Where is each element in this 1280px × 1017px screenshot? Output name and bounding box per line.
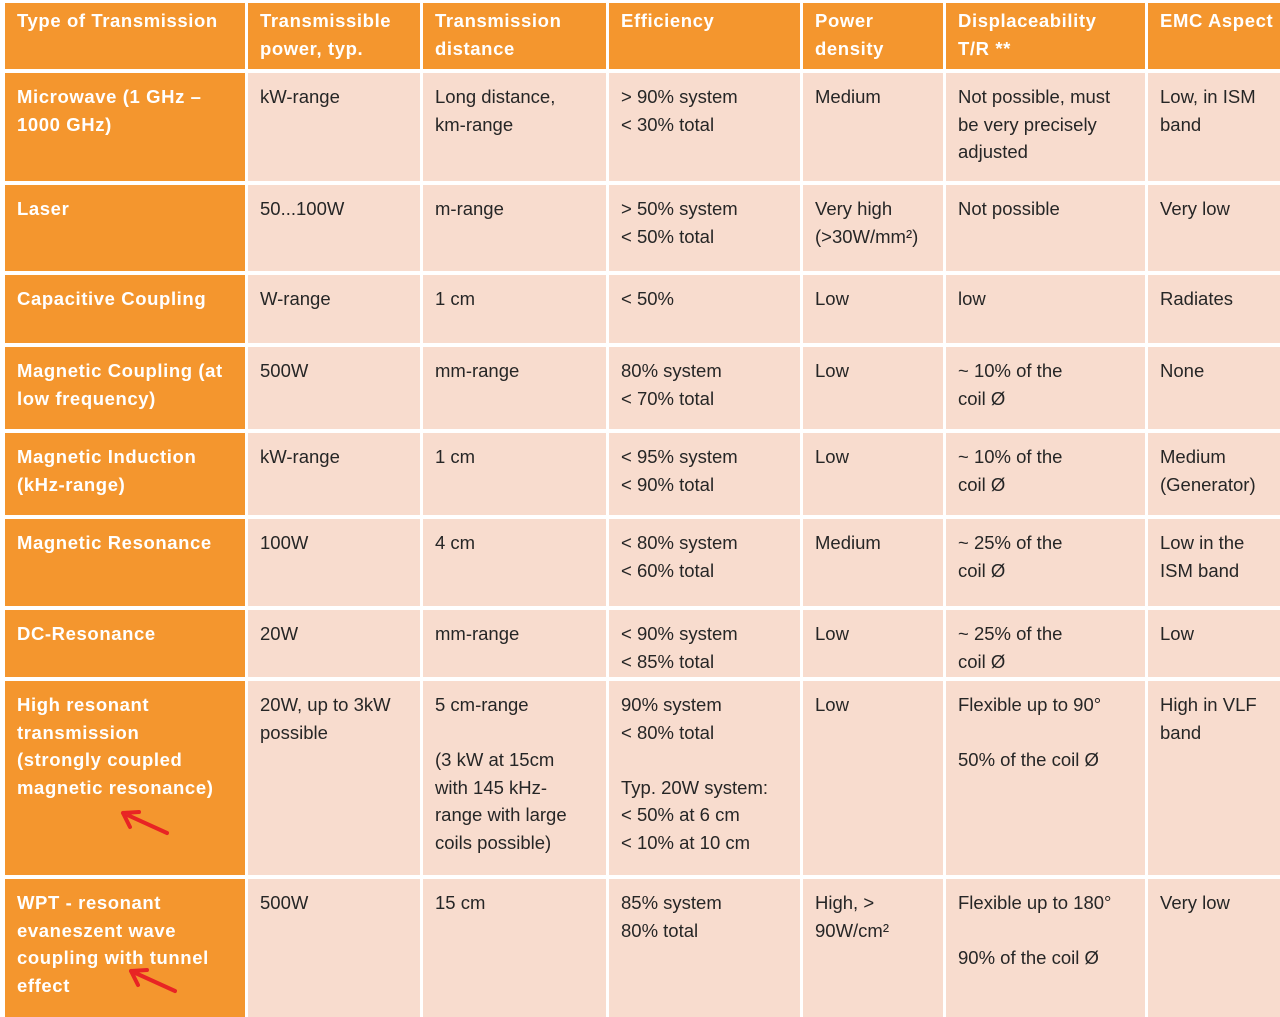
row-density: High, > 90W/cm²: [803, 879, 943, 1017]
row-power: kW-range: [248, 433, 420, 515]
row-emc: Low: [1148, 610, 1280, 677]
row-emc: None: [1148, 347, 1280, 429]
row-type: WPT - resonant evaneszent wave coupling with tunnel effect: [17, 892, 209, 996]
row-type: Laser: [5, 185, 245, 271]
row-power: 50...100W: [248, 185, 420, 271]
row-efficiency: < 50%: [609, 275, 800, 343]
row-displaceability: ~ 10% of the coil Ø: [946, 347, 1145, 429]
row-distance: 4 cm: [423, 519, 606, 606]
header-power: Transmissible power, typ.: [248, 3, 420, 69]
row-power: kW-range: [248, 73, 420, 181]
row-distance: 15 cm: [423, 879, 606, 1017]
row-displaceability: ~ 25% of the coil Ø: [946, 519, 1145, 606]
row-power: 500W: [248, 879, 420, 1017]
row-density: Low: [803, 681, 943, 875]
row-displaceability: Flexible up to 180° 90% of the coil Ø: [946, 879, 1145, 1017]
row-emc: Very low: [1148, 185, 1280, 271]
row-displaceability: Flexible up to 90° 50% of the coil Ø: [946, 681, 1145, 875]
row-displaceability: low: [946, 275, 1145, 343]
row-distance: 1 cm: [423, 433, 606, 515]
row-density: Medium: [803, 519, 943, 606]
row-emc: Very low: [1148, 879, 1280, 1017]
row-efficiency: 90% system < 80% total Typ. 20W system: < 50% at 6 cm < 10% at 10 cm: [609, 681, 800, 875]
row-power: W-range: [248, 275, 420, 343]
row-efficiency: > 90% system < 30% total: [609, 73, 800, 181]
header-efficiency: Efficiency: [609, 3, 800, 69]
row-density: Low: [803, 275, 943, 343]
row-power: 500W: [248, 347, 420, 429]
header-type: Type of Transmission: [5, 3, 245, 69]
row-type: Magnetic Resonance: [5, 519, 245, 606]
row-distance: m-range: [423, 185, 606, 271]
row-power: 100W: [248, 519, 420, 606]
row-type: Magnetic Coupling (at low frequency): [5, 347, 245, 429]
row-displaceability: ~ 25% of the coil Ø: [946, 610, 1145, 677]
row-type: Magnetic Induction (kHz-range): [5, 433, 245, 515]
red-arrow-icon: [123, 963, 183, 997]
row-efficiency: < 80% system < 60% total: [609, 519, 800, 606]
row-distance: mm-range: [423, 610, 606, 677]
row-emc: Low, in ISM band: [1148, 73, 1280, 181]
row-type: Capacitive Coupling: [5, 275, 245, 343]
row-emc: High in VLF band: [1148, 681, 1280, 875]
red-arrow-icon: [115, 805, 175, 839]
row-type-cell: [5, 879, 245, 1017]
row-efficiency: > 50% system < 50% total: [609, 185, 800, 271]
row-distance: Long distance, km-range: [423, 73, 606, 181]
row-distance: 5 cm-range (3 kW at 15cm with 145 kHz- range with large coils possible): [423, 681, 606, 875]
row-power: 20W: [248, 610, 420, 677]
row-emc: Medium (Generator): [1148, 433, 1280, 515]
row-emc: Radiates: [1148, 275, 1280, 343]
row-density: Medium: [803, 73, 943, 181]
row-type: DC-Resonance: [5, 610, 245, 677]
header-distance: Transmission distance: [423, 3, 606, 69]
row-efficiency: 80% system < 70% total: [609, 347, 800, 429]
row-density: Low: [803, 610, 943, 677]
row-efficiency: < 95% system < 90% total: [609, 433, 800, 515]
row-density: Very high (>30W/mm²): [803, 185, 943, 271]
row-density: Low: [803, 433, 943, 515]
transmission-comparison-table: [5, 3, 1280, 1017]
header-density: Power density: [803, 3, 943, 69]
row-distance: mm-range: [423, 347, 606, 429]
row-type: High resonant transmission (strongly coupled magnetic resonance): [17, 694, 214, 798]
header-displaceability: Displaceability T/R **: [946, 3, 1145, 69]
row-distance: 1 cm: [423, 275, 606, 343]
row-power: 20W, up to 3kW possible: [248, 681, 420, 875]
header-emc: EMC Aspect: [1148, 3, 1280, 69]
row-efficiency: < 90% system < 85% total: [609, 610, 800, 677]
row-type-cell: [5, 681, 245, 875]
row-displaceability: ~ 10% of the coil Ø: [946, 433, 1145, 515]
row-displaceability: Not possible: [946, 185, 1145, 271]
row-displaceability: Not possible, must be very precisely adjusted: [946, 73, 1145, 181]
row-efficiency: 85% system 80% total: [609, 879, 800, 1017]
row-type: Microwave (1 GHz – 1000 GHz): [5, 73, 245, 181]
row-emc: Low in the ISM band: [1148, 519, 1280, 606]
row-density: Low: [803, 347, 943, 429]
